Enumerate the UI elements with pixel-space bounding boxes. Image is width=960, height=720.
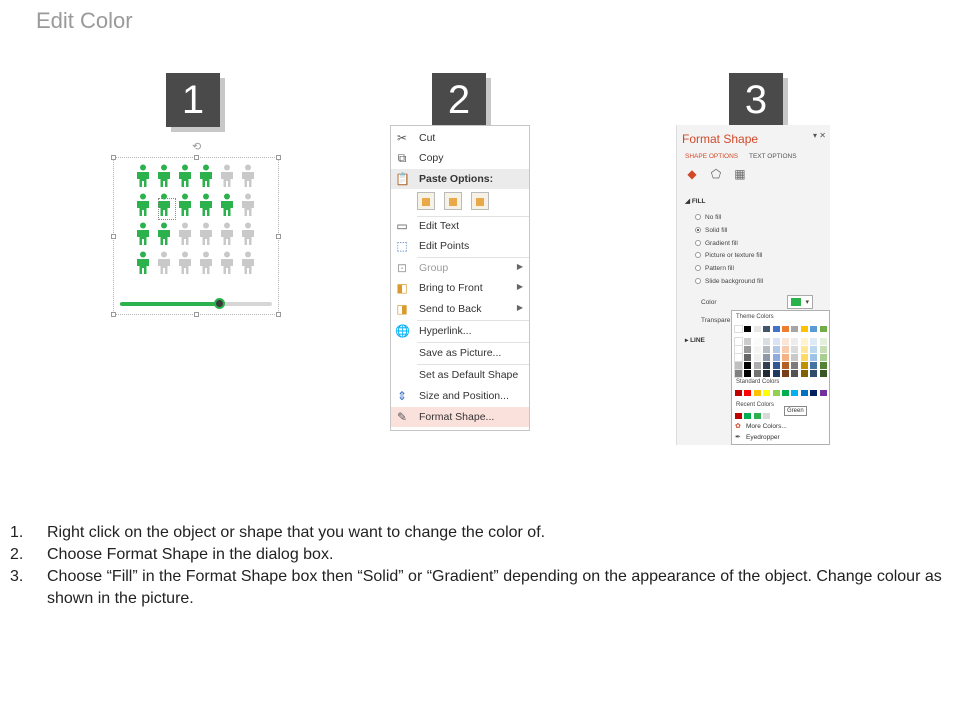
person-icon	[155, 251, 173, 275]
tab-text-options[interactable]: TEXT OPTIONS	[749, 153, 797, 160]
theme-color-swatch[interactable]	[773, 338, 780, 345]
theme-color-swatch[interactable]	[801, 362, 808, 369]
radio-gradient-fill[interactable]: Gradient fill	[695, 240, 738, 247]
paste-picture-icon[interactable]	[471, 192, 489, 210]
theme-color-swatch[interactable]	[810, 326, 817, 332]
standard-color-swatch[interactable]	[820, 390, 827, 396]
person-icon	[239, 222, 257, 246]
theme-color-swatch[interactable]	[820, 362, 827, 369]
recent-color-swatch[interactable]	[754, 413, 761, 419]
person-icon-highlighted	[197, 164, 215, 188]
theme-color-swatch[interactable]	[763, 346, 770, 353]
menu-item-copy[interactable]: ⧉ Copy	[391, 148, 529, 168]
transparency-label: Transpare	[701, 317, 731, 324]
person-icon-highlighted	[176, 164, 194, 188]
theme-color-swatch[interactable]	[773, 326, 780, 332]
step-badge-3: 3	[729, 73, 783, 127]
theme-color-swatch[interactable]	[791, 362, 798, 369]
theme-color-swatch[interactable]	[773, 354, 780, 361]
person-icon-highlighted	[134, 251, 152, 275]
theme-color-swatch[interactable]	[754, 338, 761, 345]
theme-color-swatch[interactable]	[744, 362, 751, 369]
person-icon	[197, 251, 215, 275]
radio-picture-fill[interactable]: Picture or texture fill	[695, 252, 762, 259]
resize-handle[interactable]	[276, 234, 281, 239]
paste-options-header: 📋 Paste Options:	[391, 169, 529, 189]
instruction-list	[10, 522, 950, 610]
theme-color-swatch[interactable]	[820, 354, 827, 361]
radio-no-fill[interactable]: No fill	[695, 214, 721, 221]
theme-color-swatch[interactable]	[820, 338, 827, 345]
radio-pattern-fill[interactable]: Pattern fill	[695, 265, 734, 272]
theme-color-swatch[interactable]	[801, 346, 808, 353]
standard-color-swatch[interactable]	[754, 390, 761, 396]
paste-options-row	[417, 192, 495, 213]
person-icon	[176, 251, 194, 275]
standard-colors-label: Standard Colors	[736, 379, 780, 385]
color-label: Color	[701, 299, 717, 306]
person-icon-highlighted	[134, 193, 152, 217]
tab-shape-options[interactable]: SHAPE OPTIONS	[685, 153, 739, 160]
fill-color-picker[interactable]	[787, 295, 813, 309]
theme-color-swatch[interactable]	[744, 338, 751, 345]
theme-color-swatch[interactable]	[782, 354, 789, 361]
submenu-arrow-icon: ▶	[516, 262, 523, 271]
send-to-back-icon: ◨	[396, 302, 408, 316]
menu-item-edit-text[interactable]: ▭ Edit Text	[396, 219, 460, 233]
theme-color-swatch[interactable]	[763, 370, 770, 377]
theme-color-swatch[interactable]	[744, 326, 751, 332]
standard-color-swatch[interactable]	[810, 390, 817, 396]
theme-color-swatch[interactable]	[820, 326, 827, 332]
copy-icon: ⧉	[397, 151, 407, 165]
text-box-icon: ▭	[396, 219, 408, 233]
theme-color-swatch[interactable]	[744, 346, 751, 353]
theme-color-swatch[interactable]	[773, 346, 780, 353]
pane-title: Format Shape	[682, 132, 759, 146]
theme-color-swatch[interactable]	[763, 326, 770, 332]
standard-color-swatch[interactable]	[791, 390, 798, 396]
color-palette-dropdown	[731, 310, 830, 445]
person-icon-highlighted	[176, 193, 194, 217]
theme-color-swatch[interactable]	[810, 362, 817, 369]
paste-destination-theme-icon[interactable]	[444, 192, 462, 210]
menu-item-hyperlink[interactable]: 🌐 Hyperlink...	[395, 324, 472, 338]
person-icon-highlighted	[155, 222, 173, 246]
theme-color-swatch[interactable]	[735, 326, 742, 332]
standard-color-swatch[interactable]	[773, 390, 780, 396]
step-badge-2: 2	[432, 73, 486, 127]
resize-handle[interactable]	[276, 155, 281, 160]
menu-item-bring-to-front[interactable]: ◧ Bring to Front ▶	[396, 281, 523, 295]
theme-colors-label: Theme Colors	[736, 314, 774, 320]
hyperlink-icon: 🌐	[395, 324, 410, 338]
menu-item-size-position[interactable]: ⇕ Size and Position...	[396, 389, 509, 403]
theme-color-swatch[interactable]	[735, 370, 742, 377]
theme-color-swatch[interactable]	[782, 326, 789, 332]
slide-title: Edit Color	[36, 8, 133, 33]
selected-person-outline	[158, 198, 176, 220]
person-icon	[239, 193, 257, 217]
theme-color-swatch[interactable]	[744, 370, 751, 377]
menu-item-save-as-picture[interactable]: Save as Picture...	[419, 347, 502, 359]
theme-color-swatch[interactable]	[782, 346, 789, 353]
theme-color-swatch[interactable]	[735, 346, 742, 353]
resize-handle[interactable]	[111, 234, 116, 239]
selected-shape-group[interactable]	[113, 141, 279, 315]
eyedropper-link[interactable]: Eyedropper	[746, 434, 780, 441]
effects-icon[interactable]: ⬠	[710, 167, 722, 181]
theme-color-swatch[interactable]	[754, 354, 761, 361]
theme-color-swatch[interactable]	[744, 354, 751, 361]
person-icon	[176, 222, 194, 246]
theme-color-swatch[interactable]	[754, 326, 761, 332]
theme-color-swatch[interactable]	[754, 362, 761, 369]
theme-color-swatch[interactable]	[782, 338, 789, 345]
resize-handle[interactable]	[194, 312, 199, 317]
theme-color-swatch[interactable]	[782, 370, 789, 377]
standard-color-swatch[interactable]	[735, 390, 742, 396]
progress-slider[interactable]	[120, 302, 272, 306]
theme-color-swatch[interactable]	[735, 362, 742, 369]
theme-color-swatch[interactable]	[810, 346, 817, 353]
color-tooltip: Green	[784, 406, 807, 416]
recent-colors-label: Recent Colors	[736, 402, 775, 408]
theme-color-swatch[interactable]	[763, 354, 770, 361]
eyedropper-icon: ✒	[735, 434, 741, 441]
menu-item-format-shape[interactable]: ✎ Format Shape...	[391, 407, 529, 427]
pane-category-icons	[685, 167, 755, 181]
menu-item-cut[interactable]: ✂ Cut	[396, 131, 436, 145]
menu-item-edit-points[interactable]: ⬚ Edit Points	[396, 239, 470, 253]
group-icon: ⊡	[396, 261, 408, 275]
color-wheel-icon: ✿	[735, 423, 741, 430]
theme-color-swatch[interactable]	[801, 354, 808, 361]
standard-color-swatch[interactable]	[801, 390, 808, 396]
step-badge-1: 1	[166, 73, 220, 127]
resize-handle[interactable]	[194, 155, 199, 160]
person-icon	[239, 164, 257, 188]
theme-color-swatch[interactable]	[810, 354, 817, 361]
person-icon-highlighted	[218, 193, 236, 217]
resize-handle[interactable]	[276, 312, 281, 317]
recent-color-swatch[interactable]	[744, 413, 751, 419]
slider-fill	[120, 302, 219, 306]
edit-points-icon: ⬚	[396, 239, 408, 253]
format-shape-icon: ✎	[396, 410, 408, 424]
theme-color-swatch[interactable]	[773, 362, 780, 369]
size-properties-icon[interactable]: ▦	[734, 167, 746, 181]
person-icon	[218, 222, 236, 246]
theme-color-swatch[interactable]	[735, 354, 742, 361]
context-menu	[390, 125, 530, 431]
theme-color-swatch[interactable]	[791, 326, 798, 332]
instruction-item: 1. Right click on the object or shape that you want to change the color of.	[10, 524, 546, 541]
chevron-down-icon: ▾	[805, 299, 809, 306]
current-color-swatch	[791, 298, 801, 306]
paste-keep-formatting-icon[interactable]	[417, 192, 435, 210]
submenu-arrow-icon: ▶	[516, 282, 523, 291]
instruction-item: 2. Choose Format Shape in the dialog box.	[10, 546, 334, 563]
rotate-handle-icon[interactable]: ⟲	[192, 141, 202, 153]
theme-color-swatch[interactable]	[763, 362, 770, 369]
line-section-header[interactable]: ▸ LINE	[685, 337, 705, 344]
theme-color-swatch[interactable]	[820, 346, 827, 353]
standard-color-swatch[interactable]	[782, 390, 789, 396]
person-icon	[218, 251, 236, 275]
theme-color-swatch[interactable]	[791, 354, 798, 361]
size-position-icon: ⇕	[396, 389, 408, 403]
menu-item-set-default-shape[interactable]: Set as Default Shape	[419, 369, 519, 381]
menu-item-send-to-back[interactable]: ◨ Send to Back ▶	[396, 302, 523, 316]
person-icon-highlighted	[155, 164, 173, 188]
theme-color-swatch[interactable]	[801, 338, 808, 345]
theme-color-swatch[interactable]	[754, 370, 761, 377]
fill-line-icon[interactable]: ◆	[687, 167, 697, 181]
resize-handle[interactable]	[111, 312, 116, 317]
fill-section-header[interactable]: ◢ FILL	[685, 198, 706, 205]
theme-color-swatch[interactable]	[791, 370, 798, 377]
theme-color-swatch[interactable]	[810, 338, 817, 345]
person-icon-highlighted	[197, 193, 215, 217]
theme-color-swatch[interactable]	[791, 346, 798, 353]
bring-to-front-icon: ◧	[396, 281, 408, 295]
theme-color-swatch[interactable]	[782, 362, 789, 369]
theme-color-swatch[interactable]	[801, 370, 808, 377]
slider-knob[interactable]	[214, 298, 225, 309]
person-icon	[218, 164, 236, 188]
theme-color-swatch[interactable]	[735, 338, 742, 345]
recent-color-swatch[interactable]	[763, 413, 770, 419]
instruction-item: 3. Choose “Fill” in the Format Shape box then “Solid” or “Gradient” depending on the appearance of the object. Change colour as shown in the picture.	[10, 568, 942, 607]
person-icon-highlighted	[134, 164, 152, 188]
scissors-icon: ✂	[396, 131, 408, 145]
theme-color-swatch[interactable]	[801, 326, 808, 332]
theme-color-swatch[interactable]	[820, 370, 827, 377]
clipboard-icon: 📋	[395, 172, 410, 186]
submenu-arrow-icon: ▶	[516, 303, 523, 312]
person-icon	[197, 222, 215, 246]
radio-solid-fill[interactable]: Solid fill	[695, 227, 727, 234]
theme-color-swatch[interactable]	[773, 370, 780, 377]
standard-color-swatch[interactable]	[744, 390, 751, 396]
person-icon-highlighted	[134, 222, 152, 246]
theme-color-swatch[interactable]	[754, 346, 761, 353]
person-icon	[239, 251, 257, 275]
resize-handle[interactable]	[111, 155, 116, 160]
theme-color-swatch[interactable]	[791, 338, 798, 345]
standard-color-swatch[interactable]	[763, 390, 770, 396]
theme-color-swatch[interactable]	[810, 370, 817, 377]
menu-item-group[interactable]: ⊡ Group ▶	[396, 261, 523, 275]
more-colors-link[interactable]: More Colors...	[746, 423, 787, 430]
radio-slide-background-fill[interactable]: Slide background fill	[695, 278, 763, 285]
pane-controls[interactable]: ▾ ✕	[813, 131, 826, 140]
theme-color-swatch[interactable]	[763, 338, 770, 345]
recent-color-swatch[interactable]	[735, 413, 742, 419]
